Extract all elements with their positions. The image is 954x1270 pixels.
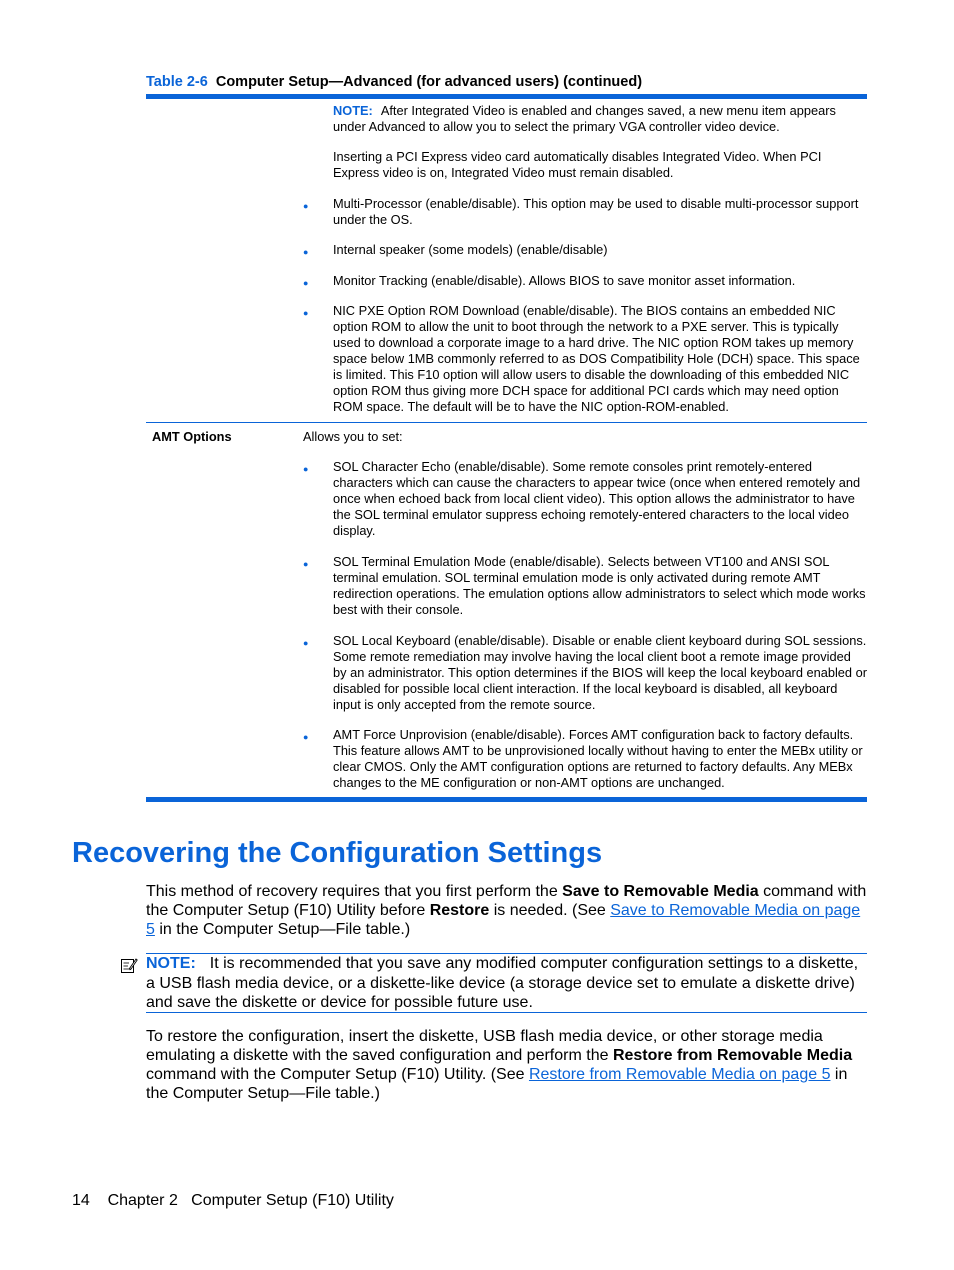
paragraph-text: command with the Computer Setup (F10) Utility before (146, 883, 867, 919)
table-note-text: After Integrated Video is enabled and changes saved, a new menu item appears under Advanced to allow you to select the primary VGA controller video device. (333, 103, 836, 134)
note-bottom-rule (146, 1012, 867, 1013)
bullet-icon (303, 459, 313, 469)
table-caption-title: Computer Setup—Advanced (for advanced users) (continued) (215, 74, 643, 90)
bold-save-to-removable-media: Save to Removable Media (562, 883, 759, 900)
paragraph-text: command with the Computer Setup (F10) Utility. (See (146, 1066, 529, 1083)
list-item: SOL Terminal Emulation Mode (enable/disable). Selects between VT100 and ANSI SOL terminal emulation. SOL terminal emulation mode is only activated during remote AMT redirection operations. The emulation options allow administrators to select which mode works best with their console. (333, 554, 866, 617)
bullet-icon (303, 303, 313, 313)
bullet-icon (303, 242, 313, 252)
link-restore-from-removable-media[interactable]: Restore from Removable Media on page 5 (528, 1066, 831, 1083)
note-text: It is recommended that you save any modified computer configuration settings to a diskette, a USB flash media device, or a diskette-like device (a storage device set to emulate a diskette drive) and save the diskette or device for possible future use. (146, 955, 859, 1011)
note-block (146, 954, 870, 1013)
bullet-icon (303, 273, 313, 283)
table-caption-label: Table 2-6 (146, 74, 208, 90)
note-pencil-icon (120, 956, 138, 974)
list-item: NIC PXE Option ROM Download (enable/disable). The BIOS contains an embedded NIC option ROM to allow the unit to boot through the network to a PXE server. This is typically used to download a corporate image to a hard drive. The NIC option ROM takes up memory space below 1MB commonly referred to as DOS Compatibility Hole (DCH) space. This space is limited. This F10 option will allow users to disable the downloading of this embedded NIC option ROM thus giving more DCH space for additional PCI cards which may need option ROM space. The default will be to have the NIC option-ROM-enabled. (333, 303, 860, 414)
page-number: 14 (72, 1192, 90, 1209)
paragraph-restore (146, 1027, 870, 1103)
footer-chapter: Chapter 2 Computer Setup (F10) Utility (107, 1192, 394, 1209)
paragraph-text: To restore the configuration, insert the diskette, USB flash media device, or other storage media emulating a diskette with the saved configuration and perform the (146, 1028, 823, 1064)
bold-restore: Restore (429, 902, 490, 919)
bullet-icon (303, 633, 313, 643)
table-note (333, 103, 867, 135)
paragraph-text: is needed. (See (489, 902, 611, 919)
bullet-icon (303, 554, 313, 564)
page-footer (72, 1192, 394, 1210)
list-item: Multi-Processor (enable/disable). This option may be used to disable multi-processor support under the OS. (333, 196, 859, 227)
table-paragraph: Inserting a PCI Express video card automatically disables Integrated Video. When PCI Express video is on, Integrated Video must remain disabled. (333, 149, 822, 180)
table-note-label: NOTE: (333, 103, 373, 118)
paragraph-text: in the Computer Setup—File table.) (146, 1066, 848, 1102)
list-item: SOL Character Echo (enable/disable). Some remote consoles print remotely-entered characters which can cause the characters to appear twice (once when entered remotely and once when echoed back from local client video). This option allows the administrator to have the SOL terminal emulator suppress echoing remotely-entered characters to the local video display. (333, 459, 861, 538)
link-save-to-removable-media[interactable]: Save to Removable Media on page 5 (146, 902, 861, 938)
paragraph-recovery (146, 882, 870, 939)
paragraph-text: This method of recovery requires that you first perform the (146, 883, 563, 900)
row-heading-amt-options: AMT Options (152, 429, 232, 444)
bullet-icon (303, 196, 313, 206)
bullet-icon (303, 727, 313, 737)
row-intro: Allows you to set: (303, 429, 403, 444)
list-item: SOL Local Keyboard (enable/disable). Disable or enable client keyboard during SOL sessions. Some remote remediation may involve having the local client boot a remote image provided by an administrator. This option determines if the BIOS will keep the local keyboard enabled or disabled for possible local client interaction. If the local keyboard is disabled, all keyboard input is only accepted from the remote source. (333, 633, 867, 712)
table-bottom-rule (146, 797, 867, 802)
table-row-divider (146, 422, 867, 423)
table-top-rule (146, 94, 867, 99)
list-item: Monitor Tracking (enable/disable). Allows BIOS to save monitor asset information. (333, 273, 796, 288)
list-item: Internal speaker (some models) (enable/disable) (333, 242, 608, 257)
note-label: NOTE: (146, 955, 196, 972)
list-item: AMT Force Unprovision (enable/disable). Forces AMT configuration back to factory defaults. This feature allows AMT to be unprovisioned locally without having to enter the MEBx utility or clear CMOS. Only the AMT configuration options are returned to factory defaults. Any MEBx changes to the ME configuration or non-AMT options are unchanged. (333, 727, 863, 790)
table-caption (146, 74, 642, 90)
bold-restore-from-removable-media: Restore from Removable Media (612, 1047, 853, 1064)
section-heading: Recovering the Configuration Settings (72, 837, 603, 869)
paragraph-text: in the Computer Setup—File table.) (154, 921, 411, 938)
